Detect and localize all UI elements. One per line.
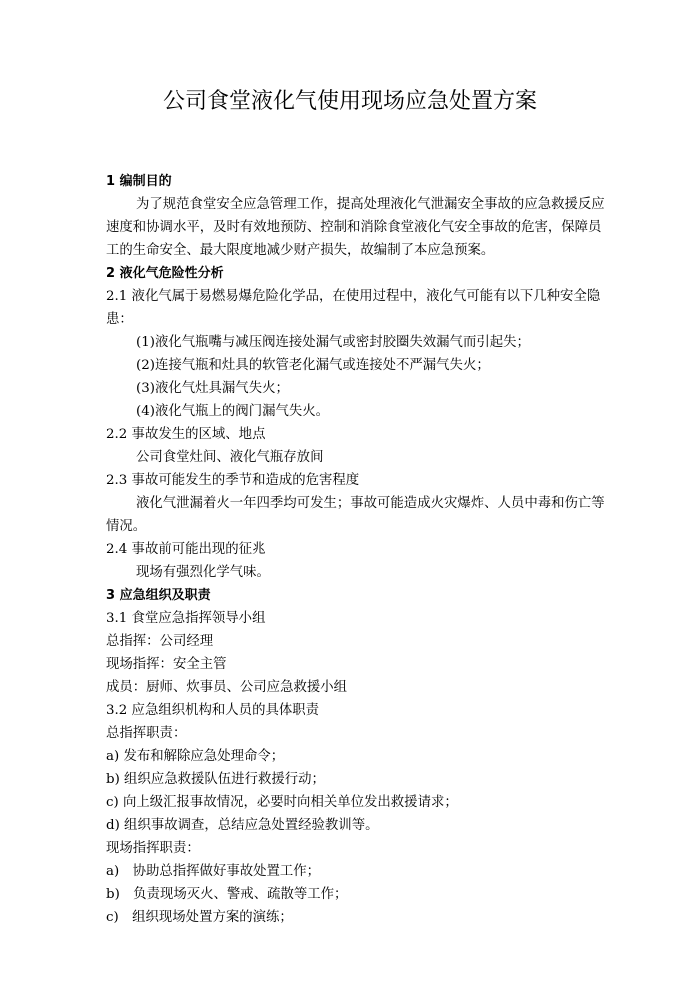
- hazard-item: (2)连接气瓶和灶具的软管老化漏气或连接处不严漏气失火；: [136, 358, 490, 373]
- hazard-item: (3)液化气灶具漏气失火；: [136, 381, 289, 396]
- site-duty-item: b) 负责现场灭火、警戒、疏散等工作；: [106, 887, 348, 902]
- section-3-2-heading: 3.2 应急组织机构和人员的具体职责: [106, 703, 320, 718]
- team-line: 总指挥：公司经理: [106, 634, 214, 649]
- section-2-2-heading: 2.2 事故发生的区域、地点: [106, 427, 266, 442]
- section-1-paragraph: 为了规范食堂安全应急管理工作，提高处理液化气泄漏安全事故的应急救援反应速度和协调水平，及时有效地预防、控制和消除食堂液化气安全事故的危害，保障员工的生命安全、最大限度地减少财产损失，故编制了本应急预案。: [106, 197, 605, 258]
- section-3-heading: 3 应急组织及职责: [106, 588, 211, 603]
- site-duty-item: a) 协助总指挥做好事故处置工作；: [106, 864, 321, 879]
- chief-duties-title: 总指挥职责：: [106, 726, 187, 741]
- section-2-3-text: 液化气泄漏着火一年四季均可发生；事故可能造成火灾爆炸、人员中毒和伤亡等情况。: [106, 496, 605, 534]
- section-2-1-text: 2.1 液化气属于易燃易爆危险化学品，在使用过程中，液化气可能有以下几种安全隐患：: [106, 289, 601, 327]
- team-line: 成员：厨师、炊事员、公司应急救援小组: [106, 680, 348, 695]
- section-1-heading: 1 编制目的: [106, 174, 172, 189]
- section-2-3-heading: 2.3 事故可能发生的季节和造成的危害程度: [106, 473, 360, 488]
- chief-duty-item: a) 发布和解除应急处理命令；: [106, 749, 285, 764]
- document-body: [106, 170, 606, 929]
- page-title: 公司食堂液化气使用现场应急处置方案: [162, 89, 537, 114]
- hazard-item: (4)液化气瓶上的阀门漏气失火。: [136, 404, 330, 419]
- site-duties-title: 现场指挥职责：: [106, 841, 200, 856]
- chief-duty-item: b) 组织应急救援队伍进行救援行动；: [106, 772, 325, 787]
- section-2-4-heading: 2.4 事故前可能出现的征兆: [106, 542, 266, 557]
- section-2-2-text: 公司食堂灶间、液化气瓶存放间: [136, 450, 324, 465]
- section-3-1-heading: 3.1 食堂应急指挥领导小组: [106, 611, 266, 626]
- section-2-heading: 2 液化气危险性分析: [106, 266, 224, 281]
- team-line: 现场指挥：安全主管: [106, 657, 227, 672]
- chief-duty-item: c) 向上级汇报事故情况，必要时向相关单位发出救援请求；: [106, 795, 458, 810]
- section-2-4-text: 现场有强烈化学气味。: [136, 565, 270, 580]
- chief-duty-item: d) 组织事故调查，总结应急处置经验教训等。: [106, 818, 379, 833]
- hazard-item: (1)液化气瓶嘴与减压阀连接处漏气或密封胶圈失效漏气而引起失；: [136, 335, 530, 350]
- site-duty-item: c) 组织现场处置方案的演练；: [106, 910, 293, 925]
